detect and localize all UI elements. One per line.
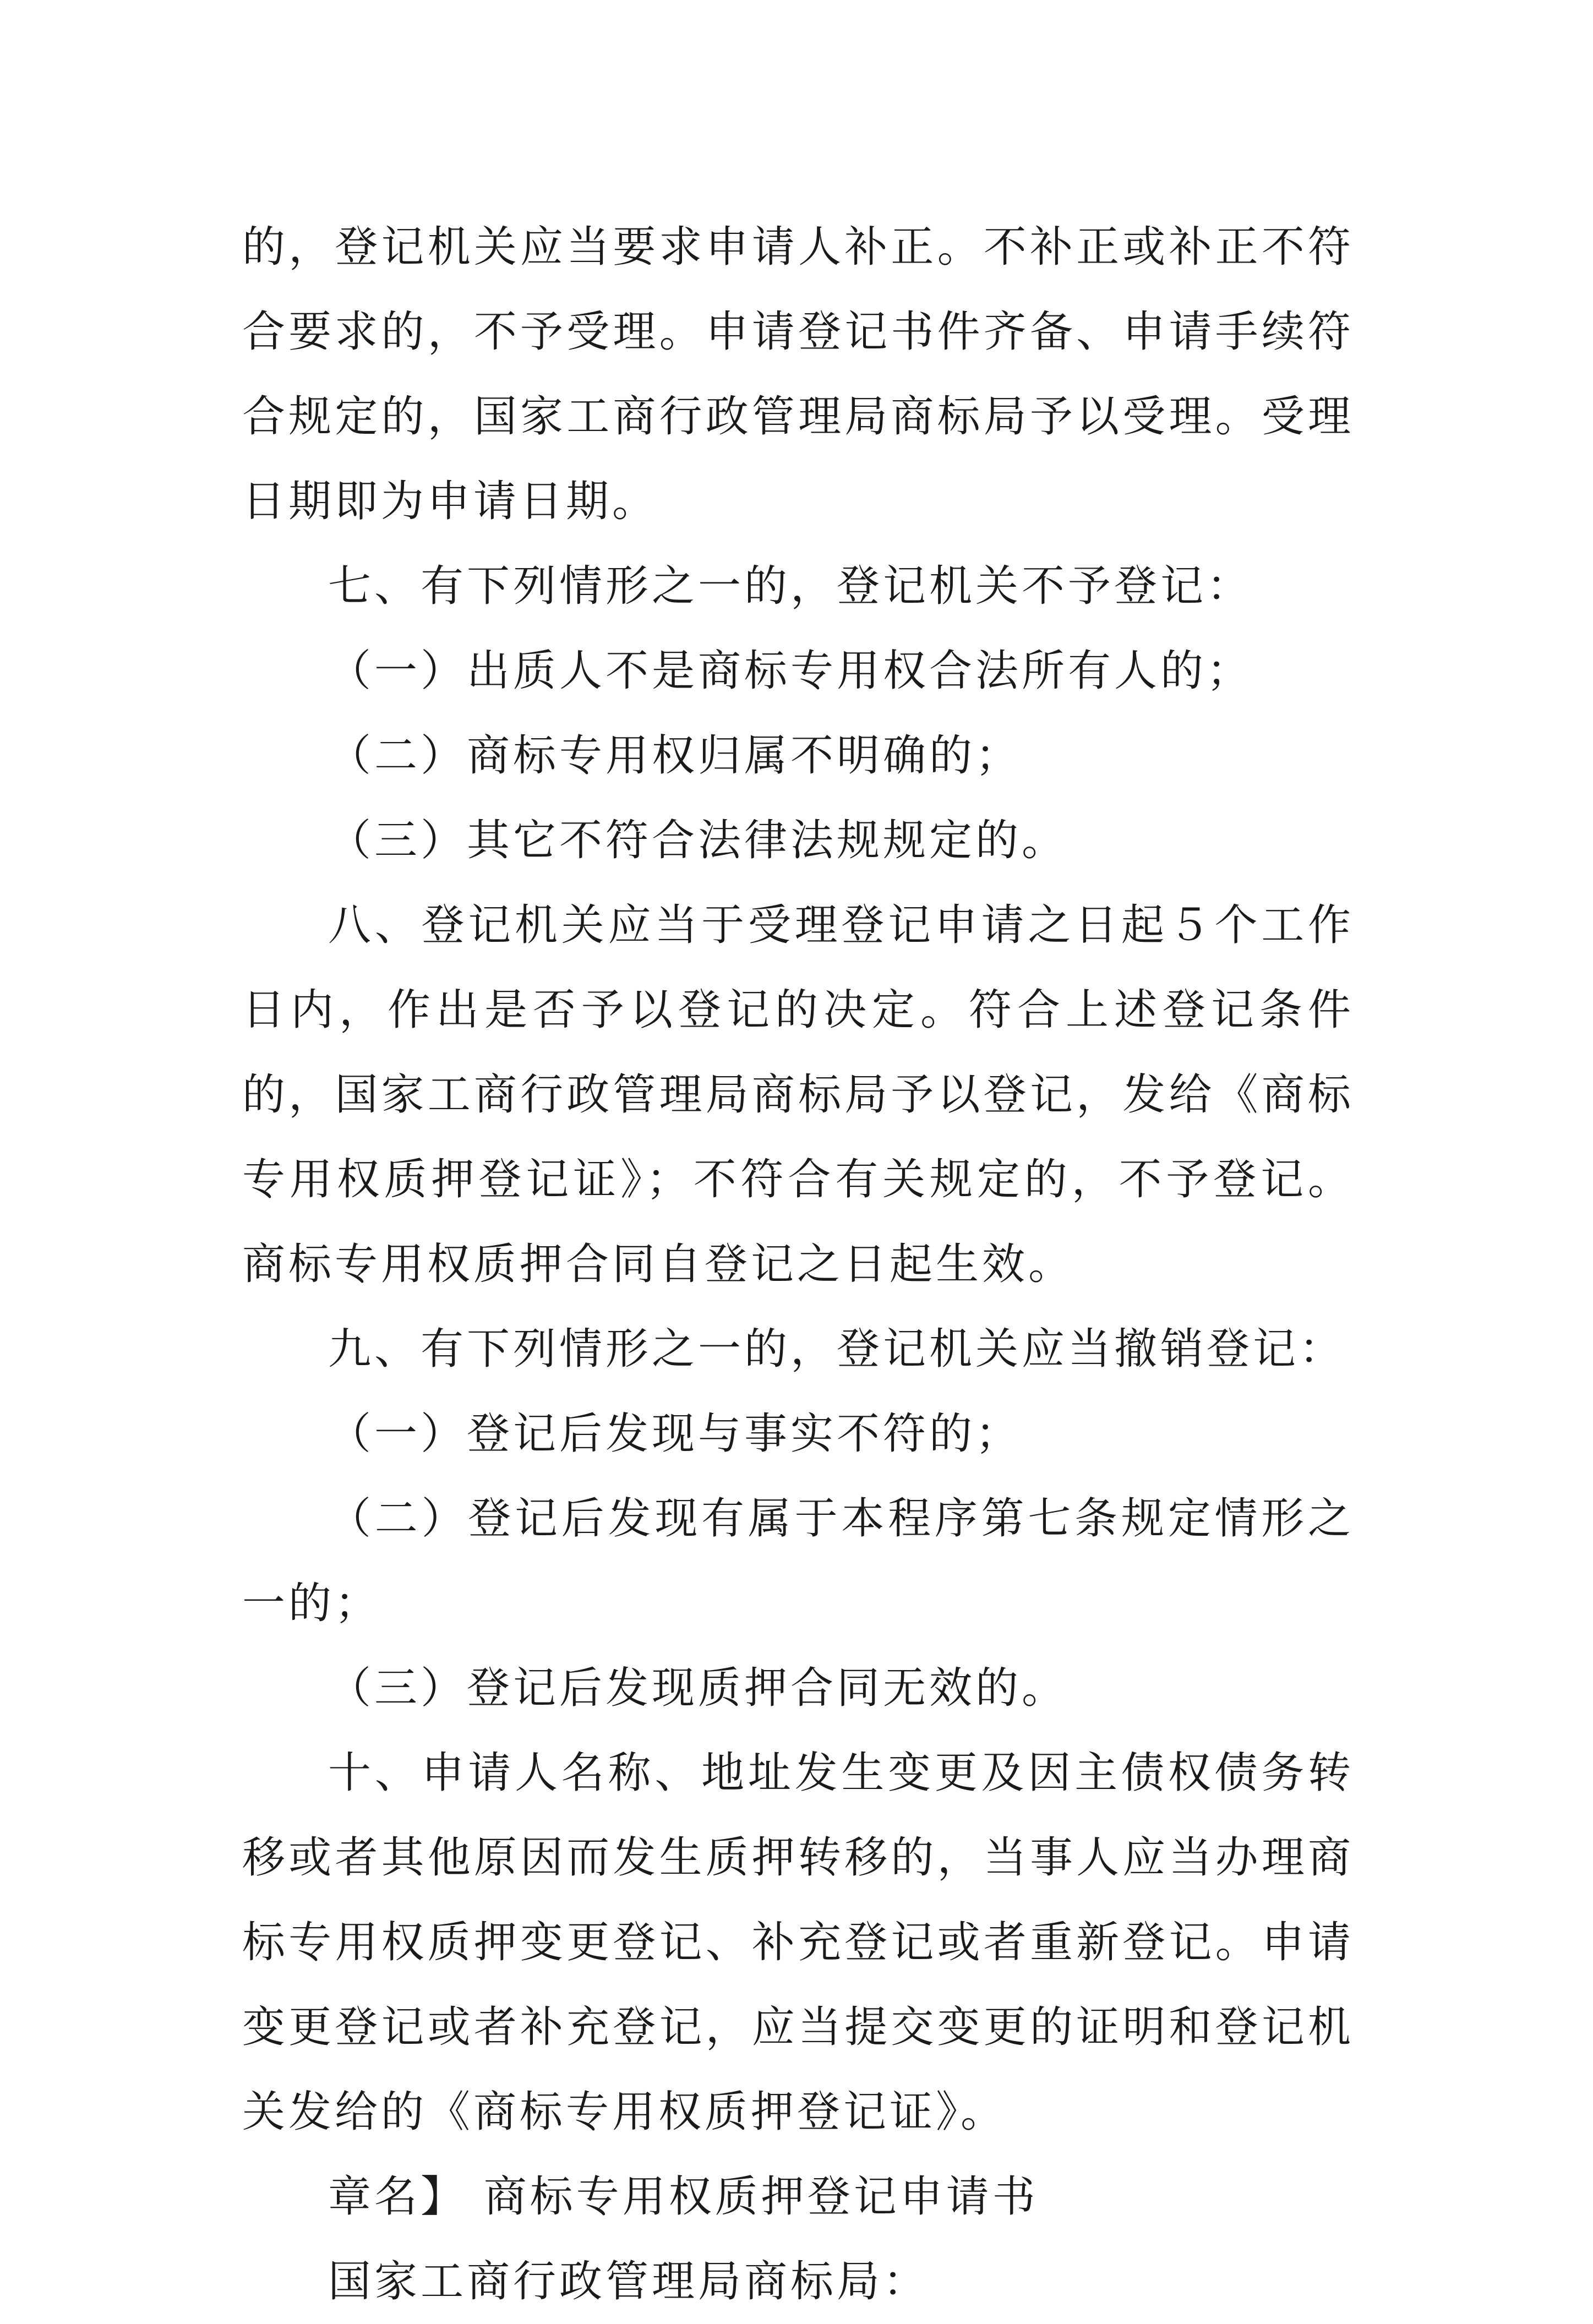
paragraph-continuation: 的，登记机关应当要求申请人补正。不补正或补正不符合要求的，不予受理。申请登记书件齐备、申请手续符合规定的，国家工商行政管理局商标局予以受理。受理日期即为申请日期。 [242, 222, 1354, 526]
addressee: 国家工商行政管理局商标局： [328, 2257, 930, 2306]
paragraph-article-9: 九、有下列情形之一的，登记机关应当撤销登记： [328, 1324, 1346, 1374]
paragraph-article-10: 十、申请人名称、地址发生变更及因主债权债务转移或者其他原因而发生质押转移的，当事人应当办理商标专用权质押变更登记、补充登记或者重新登记。申请变更登记或者补充登记，应当提交变更的证明和登记机关发给的《商标专用权质押登记证》。 [242, 1748, 1354, 2137]
list-item: （三）登记后发现质押合同无效的。 [328, 1663, 1068, 1713]
list-item: （一）登记后发现与事实不符的； [328, 1409, 1022, 1459]
chapter-heading: 章名】 商标专用权质押登记申请书 [328, 2172, 1039, 2222]
list-item: （一）出质人不是商标专用权合法所有人的； [328, 646, 1253, 696]
paragraph-article-7: 七、有下列情形之一的，登记机关不予登记： [328, 561, 1253, 611]
list-item: （二）商标专用权归属不明确的； [328, 731, 1022, 781]
list-item: （二）登记后发现有属于本程序第七条规定情形之一的； [242, 1494, 1354, 1628]
paragraph-article-8: 八、登记机关应当于受理登记申请之日起５个工作日内，作出是否予以登记的决定。符合上述登记条件的，国家工商行政管理局商标局予以登记，发给《商标专用权质押登记证》；不符合有关规定的，不予登记。商标专用权质押合同自登记之日起生效。 [242, 901, 1354, 1289]
list-item: （三）其它不符合法律法规规定的。 [328, 816, 1068, 865]
document-body [242, 205, 1354, 2324]
